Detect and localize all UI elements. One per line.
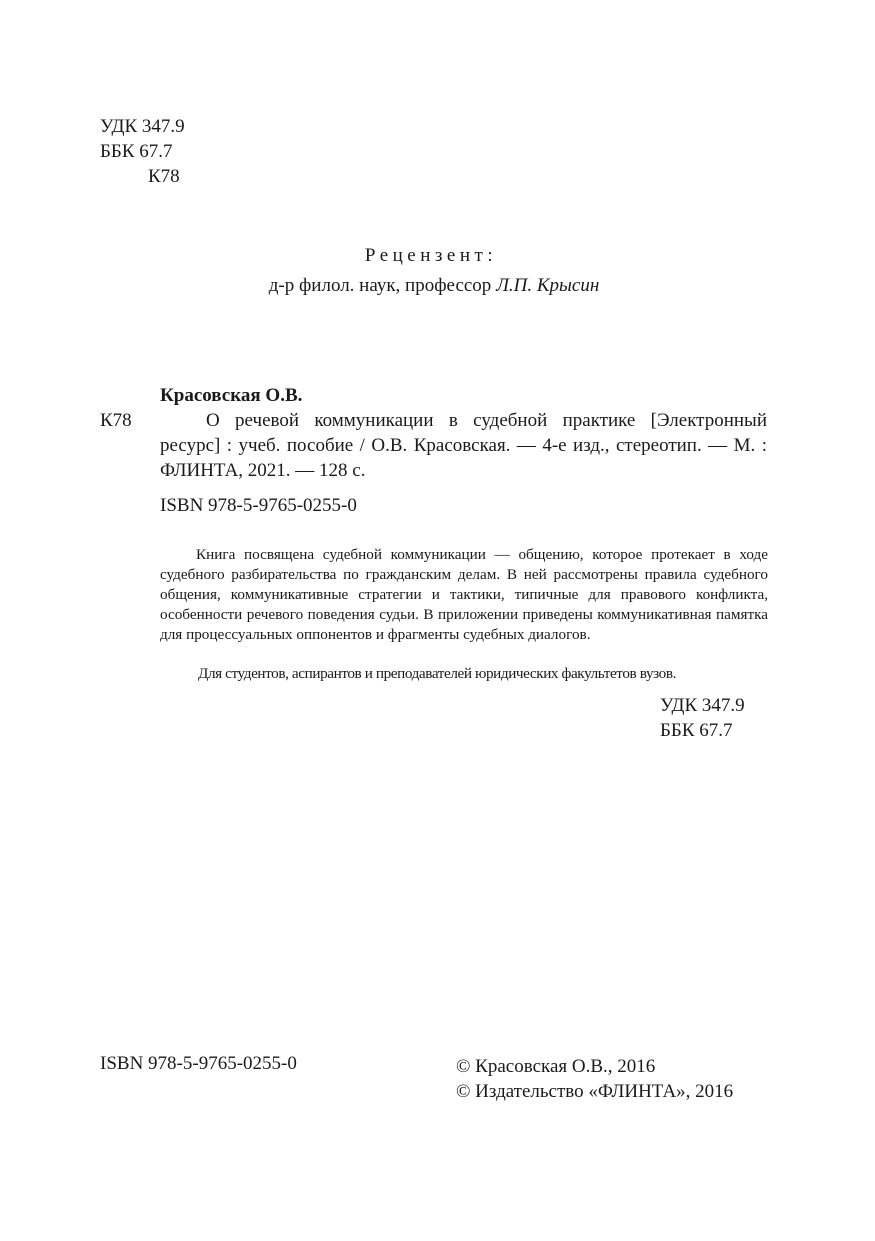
- copyright-notices: [456, 1054, 733, 1104]
- footer-isbn: ISBN 978-5-9765-0255-0: [100, 1053, 297, 1074]
- reviewer-credentials: д-р филол. наук, профессор: [268, 275, 497, 296]
- catalog-isbn: ISBN 978-5-9765-0255-0: [160, 495, 357, 516]
- catalog-author-mark: К78: [100, 410, 132, 431]
- bbk-code: ББК 67.7: [100, 141, 173, 162]
- annotation-summary: Книга посвящена судебной коммуникации — общению, которое протекает в ходе судебного разбирательства по гражданским делам. В ней рассмотрены правила судебного общения, коммуникативные стратегии и тактики, типичные для правового конфликта, особенности речевого поведения судьи. В приложении приведены коммуникативная памятка для процессуальных оппонентов и фрагменты судебных диалогов.: [160, 546, 768, 643]
- catalog-author: Красовская О.В.: [160, 385, 303, 406]
- copyright-publisher: © Издательство «ФЛИНТА», 2016: [456, 1081, 734, 1102]
- copyright-author: © Красовская О.В., 2016: [456, 1056, 656, 1077]
- reviewer-heading: Рецензент:: [364, 245, 498, 266]
- annotation-audience: Для студентов, аспирантов и преподавателей юридических факультетов вузов.: [198, 665, 677, 682]
- catalog-classification-codes: [660, 693, 745, 743]
- classification-codes: [100, 114, 185, 189]
- udk-code: УДК 347.9: [100, 116, 185, 137]
- reviewer-line: [0, 273, 868, 298]
- author-mark: К78: [148, 166, 180, 187]
- catalog-bbk-code: ББК 67.7: [660, 720, 733, 741]
- reviewer-name: Л.П. Крысин: [496, 275, 600, 296]
- bibliographic-description: О речевой коммуникации в судебной практике [Электронный ресурс] : учеб. пособие / О.В. Красовская. — 4-е изд., стереотип. — М. : ФЛИНТА, 2021. — 128 с.: [160, 410, 767, 481]
- catalog-udk-code: УДК 347.9: [660, 695, 745, 716]
